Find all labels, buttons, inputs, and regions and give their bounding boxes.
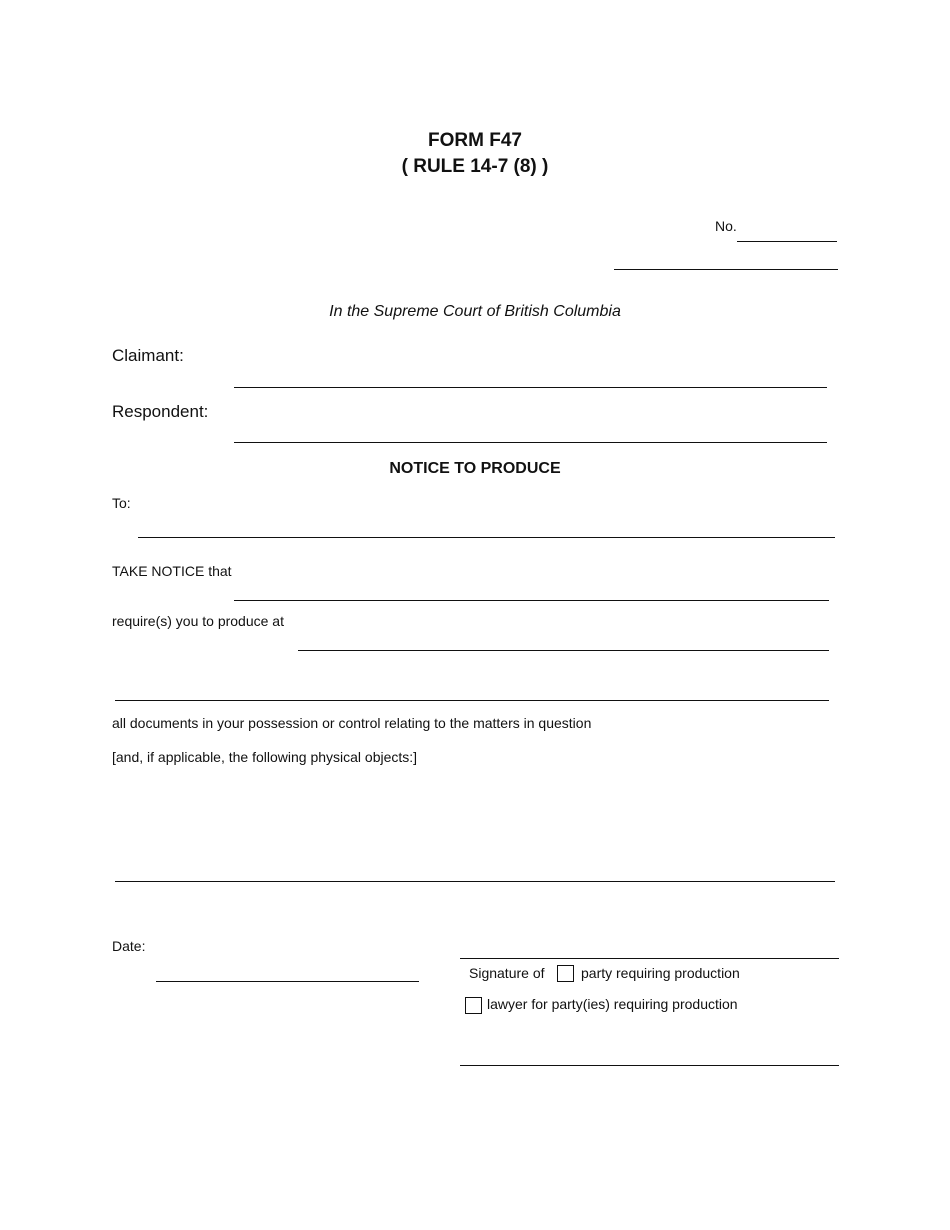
date-label: Date: [112,938,146,954]
objects-field[interactable] [115,881,835,882]
to-field[interactable] [138,537,835,538]
require-label: require(s) you to produce at [112,613,284,629]
party-option-label: party requiring production [581,965,740,981]
number-label: No. [715,218,737,234]
objects-text: [and, if applicable, the following physical objects:] [112,749,418,765]
notice-title: NOTICE TO PRODUCE [389,460,561,477]
date-field[interactable] [156,981,419,982]
rule-reference: ( RULE 14-7 (8) ) [401,156,549,177]
claimant-field[interactable] [234,387,827,388]
signature-of-label: Signature of [469,965,545,981]
signature-top-rule [460,958,839,959]
documents-text: all documents in your possession or control relating to the matters in question [112,715,592,731]
number-field[interactable] [737,241,837,242]
court-name: In the Supreme Court of British Columbia [329,303,621,320]
take-notice-label: TAKE NOTICE that [112,563,232,579]
party-checkbox[interactable] [557,965,574,982]
form-title: FORM F47 [428,130,522,151]
respondent-field[interactable] [234,442,827,443]
claimant-label: Claimant: [112,346,184,365]
lawyer-option-label: lawyer for party(ies) requiring production [487,996,738,1012]
respondent-label: Respondent: [112,402,209,421]
registry-field[interactable] [614,269,838,270]
signature-field[interactable] [460,1065,839,1066]
lawyer-checkbox[interactable] [465,997,482,1014]
take-notice-field[interactable] [234,600,829,601]
produce-location-field-2[interactable] [115,700,829,701]
produce-location-field[interactable] [298,650,829,651]
to-label: To: [112,495,131,511]
